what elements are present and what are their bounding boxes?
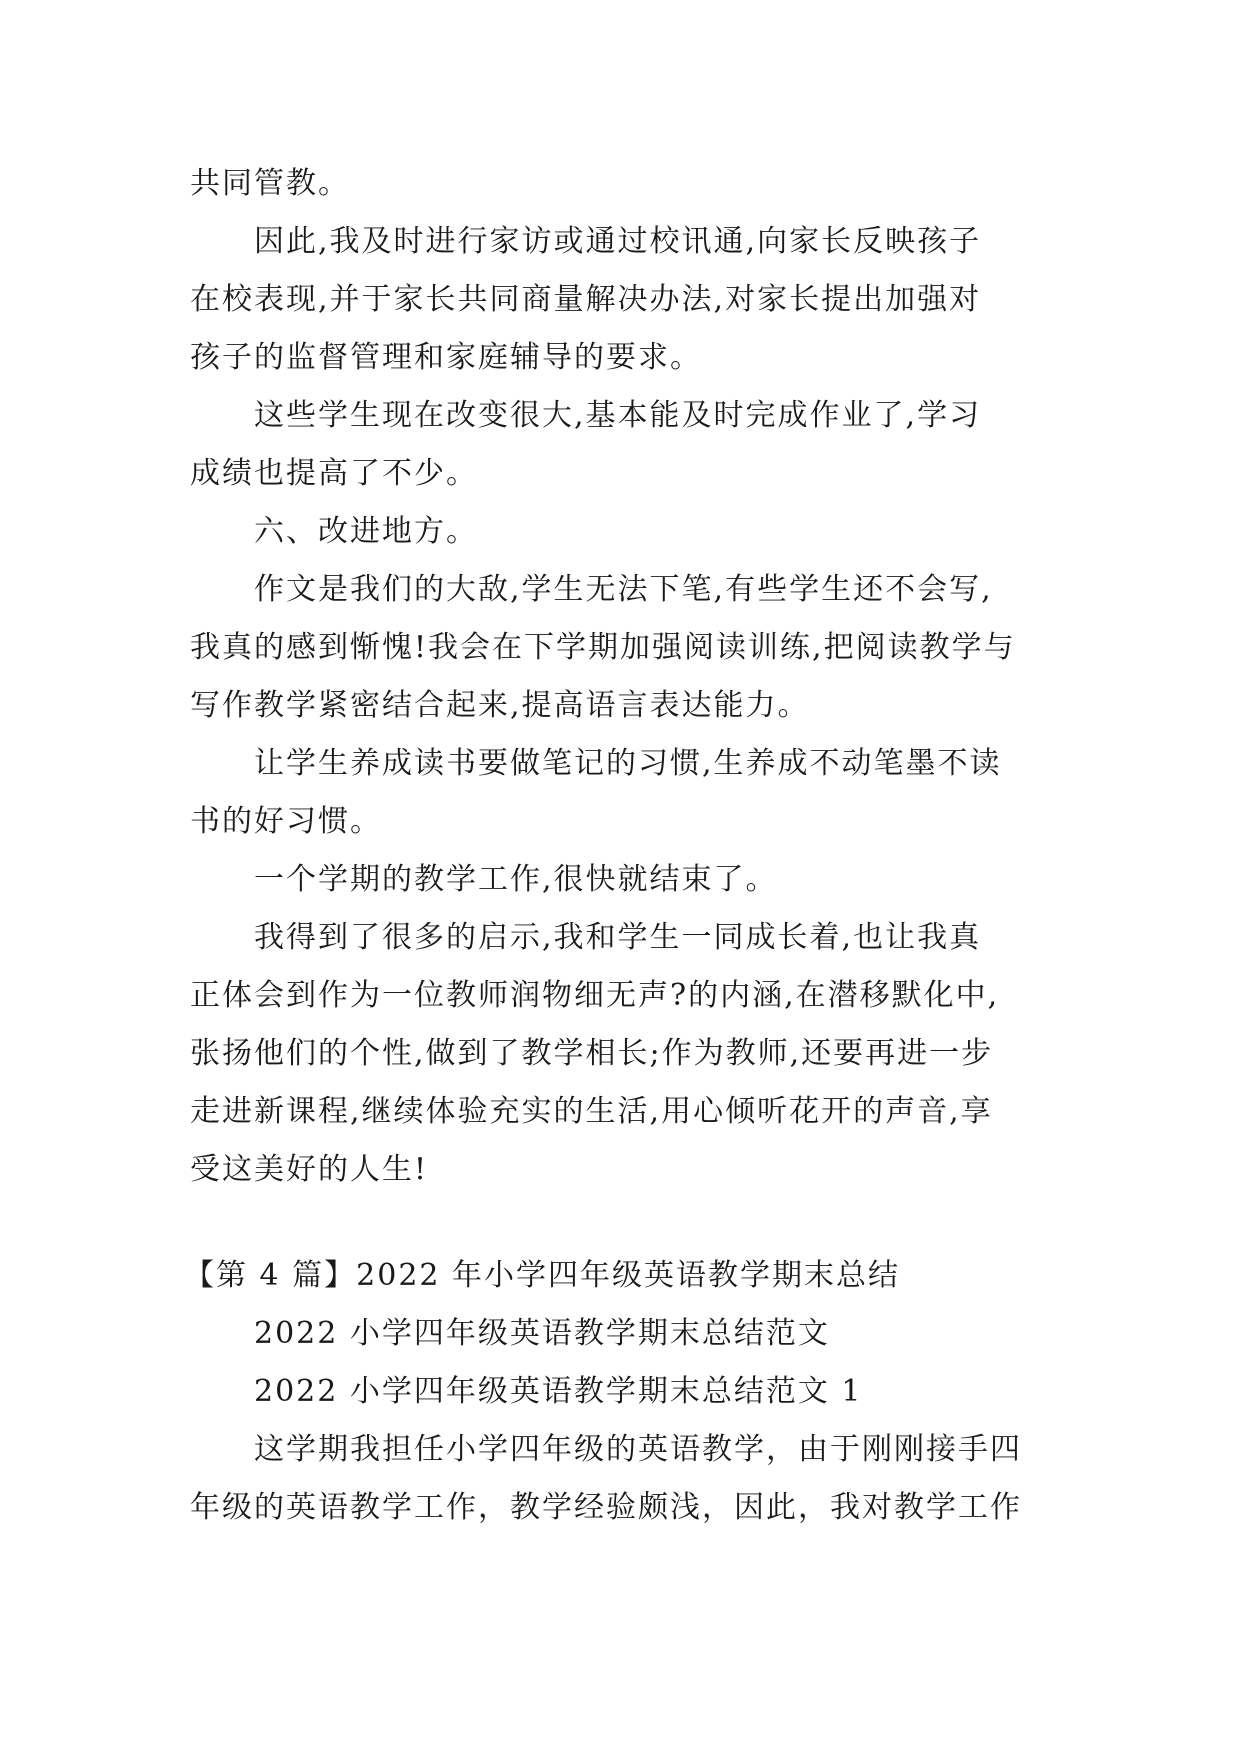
subtitle-line: 2022 小学四年级英语教学期末总结范文 1: [254, 1374, 863, 1409]
text-line: 六、改进地方。: [254, 514, 478, 549]
text-line: 我真的感到惭愧!我会在下学期加强阅读训练,把阅读教学与: [190, 630, 1016, 665]
text-line: 受这美好的人生!: [190, 1152, 429, 1187]
text-line: 成绩也提高了不少。: [190, 456, 478, 491]
text-line: 一个学期的教学工作,很快就结束了。: [254, 862, 778, 897]
text-line: 孩子的监督管理和家庭辅导的要求。: [190, 340, 702, 375]
text-line: 写作教学紧密结合起来,提高语言表达能力。: [190, 688, 810, 723]
text-line: 我得到了很多的启示,我和学生一同成长着,也让我真: [254, 920, 982, 955]
subtitle-line: 2022 小学四年级英语教学期末总结范文: [254, 1316, 830, 1351]
text-line: 让学生养成读书要做笔记的习惯,生养成不动笔墨不读: [254, 746, 1002, 781]
text-line: 走进新课程,继续体验充实的生活,用心倾听花开的声音,享: [190, 1094, 993, 1129]
text-line: 这些学生现在改变很大,基本能及时完成作业了,学习: [254, 398, 982, 433]
text-line: 年级的英语教学工作，教学经验颇浅，因此，我对教学工作: [190, 1490, 1022, 1525]
text-line: 在校表现,并于家长共同商量解决办法,对家长提出加强对: [190, 282, 982, 317]
text-line: 因此,我及时进行家访或通过校讯通,向家长反映孩子: [254, 224, 982, 259]
text-line: 共同管教。: [190, 166, 350, 201]
text-line: 书的好习惯。: [190, 804, 382, 839]
text-line: 作文是我们的大敌,学生无法下笔,有些学生还不会写,: [254, 572, 993, 607]
heading-line: 【第 4 篇】2022 年小学四年级英语教学期末总结: [184, 1258, 901, 1293]
text-line: 这学期我担任小学四年级的英语教学，由于刚刚接手四: [254, 1432, 1022, 1467]
text-line: 正体会到作为一位教师润物细无声?的内涵,在潜移默化中,: [190, 978, 1000, 1013]
text-line: 张扬他们的个性,做到了教学相长;作为教师,还要再进一步: [190, 1036, 994, 1071]
